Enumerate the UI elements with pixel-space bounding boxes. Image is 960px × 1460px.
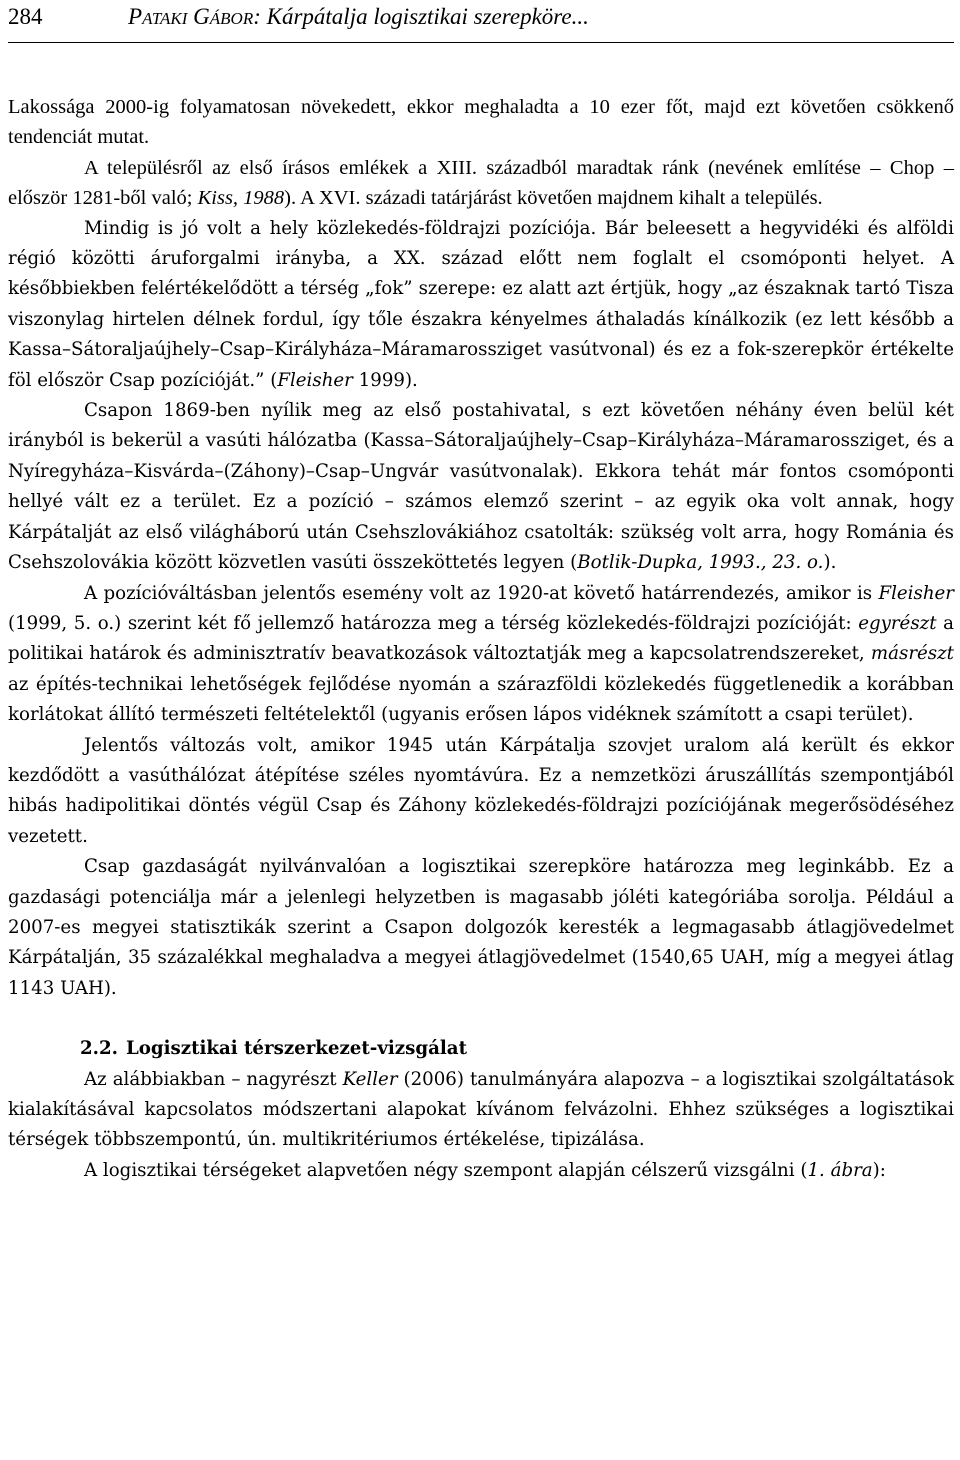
section-heading bbox=[8, 1034, 954, 1064]
citation: Keller bbox=[342, 1068, 398, 1090]
paragraph: A logisztikai térségeket alapvetően négy szempont alapján célszerű vizsgálni (1. ábra): bbox=[84, 1159, 886, 1181]
section-title: Logisztikai térszerkezet-vizsgálat bbox=[125, 1038, 467, 1060]
citation: Botlik-Dupka, 1993., 23. o. bbox=[577, 552, 824, 574]
paragraph: Az alábbiakban – nagyrészt Keller (2006) tanulmányára alapozva – a logisztikai szolgáltatások kialakításával kapcsolatos módszertani alapokat kívánom felvázolni. Ehhez szükséges a logisztikai térségek többszempontú, ún. multikritériumos értékelése, tipizálása. bbox=[8, 1068, 954, 1151]
paragraph: Jelentős változás volt, amikor 1945 után Kárpátalja szovjet uralom alá került és ekkor kezdődött a vasúthálózat átépítése széles nyomtávúra. Ez a nemzetközi áruszállítás szempontjából hibás hadipolitikai döntés végül Csap és Záhony közlekedés-földrajzi pozíciójának megerősödéséhez vezetett. bbox=[8, 734, 954, 847]
spacer bbox=[8, 1004, 954, 1034]
figure-reference: 1. ábra bbox=[807, 1159, 873, 1181]
section-number: 2.2. bbox=[80, 1038, 118, 1060]
citation: Kiss, 1988 bbox=[197, 187, 285, 210]
header-rule bbox=[8, 42, 954, 43]
running-header bbox=[8, 4, 954, 40]
page-number: 284 bbox=[8, 4, 43, 29]
paragraph: A településről az első írásos emlékek a XIII. századból maradtak ránk (nevének említése – Chop – először 1281-ből való; Kiss, 1988). A XVI. századi tatárjárást követően majdnem kihalt a település. bbox=[8, 156, 954, 210]
paragraph: Csap gazdaságát nyilvánvalóan a logisztikai szerepköre határozza meg leginkább. Ez a gazdasági potenciálja már a jelenlegi helyzetben is magasabb jóléti kategóriába sorolja. Például a 2007-es megyei statisztikák szerint a Csapon dolgozók keresték a legmagasabb átlagjövedelmet Kárpátalján, 35 százalékkal meghaladva a megyei átlagjövedelmet (1540,65 UAH, míg a megyei átlag 1143 UAH). bbox=[8, 856, 954, 999]
emphasis: másrészt bbox=[870, 643, 954, 665]
paragraph: A pozícióváltásban jelentős esemény volt az 1920-at követő határrendezés, amikor is Fleisher (1999, 5. o.) szerint két fő jellemző határozza meg a térség közlekedés-földrajzi pozícióját: egyrészt a politikai határok és adminisztratív beavatkozások változtatják meg a kapcsolatrendszereket, másrészt az építés-technikai lehetőségek fejlődése nyomán a szárazföldi közlekedés függetlenedik a korábban korlátokat állító természeti feltételektől (ugyanis erősen lápos vidéknek számított a csapi terület). bbox=[8, 582, 955, 726]
citation: Fleisher bbox=[878, 582, 954, 604]
body-text bbox=[8, 92, 954, 1186]
citation: Fleisher bbox=[277, 369, 353, 391]
paragraph: Lakossága 2000-ig folyamatosan növekedett, ekkor meghaladta a 10 ezer főt, majd ezt követően csökkenő tendenciát mutat. bbox=[8, 96, 954, 149]
paragraph: Mindig is jó volt a hely közlekedés-földrajzi pozíciója. Bár beleesett a hegyvidéki és alföldi régió közötti áruforgalmi irányba, a XX. század előtt nem foglalt el csomóponti helyet. A későbbiekben felértékelődött a térség „fok” szerepe: ez alatt azt értjük, hogy „az északnak tartó Tisza viszonylag hirtelen délnek fordul, így tőle északra kényelmes áthaladás kínálkozik (ez lett később a Kassa–Sátoraljaújhely–Csap–Királyháza–Máramarossziget vasútvonal) és ez a fok-szerepkör értékelte föl először Csap pozícióját.” (Fleisher 1999). bbox=[8, 217, 954, 391]
running-title: PATAKI GÁBOR: Kárpátalja logisztikai szerepköre... bbox=[128, 4, 589, 29]
paragraph: Csapon 1869-ben nyílik meg az első postahivatal, s ezt követően néhány éven belül két irányból is bekerül a vasúti hálózatba (Kassa–Sátoraljaújhely–Csap–Királyháza–Máramarossziget, és a Nyíregyháza–Kisvárda–(Záhony)–Csap–Ungvár vasútvonalak). Ekkora tehát már fontos csomóponti hellyé vált ez a terület. Ez a pozíció – számos elemző szerint – az egyik oka volt annak, hogy Kárpátalját az első világháború után Csehszlovákiához csatolták: szükség volt arra, hogy Románia és Csehszolovákia között közvetlen vasúti összeköttetés legyen (Botlik-Dupka, 1993., 23. o.). bbox=[8, 400, 954, 574]
emphasis: egyrészt bbox=[858, 612, 937, 634]
